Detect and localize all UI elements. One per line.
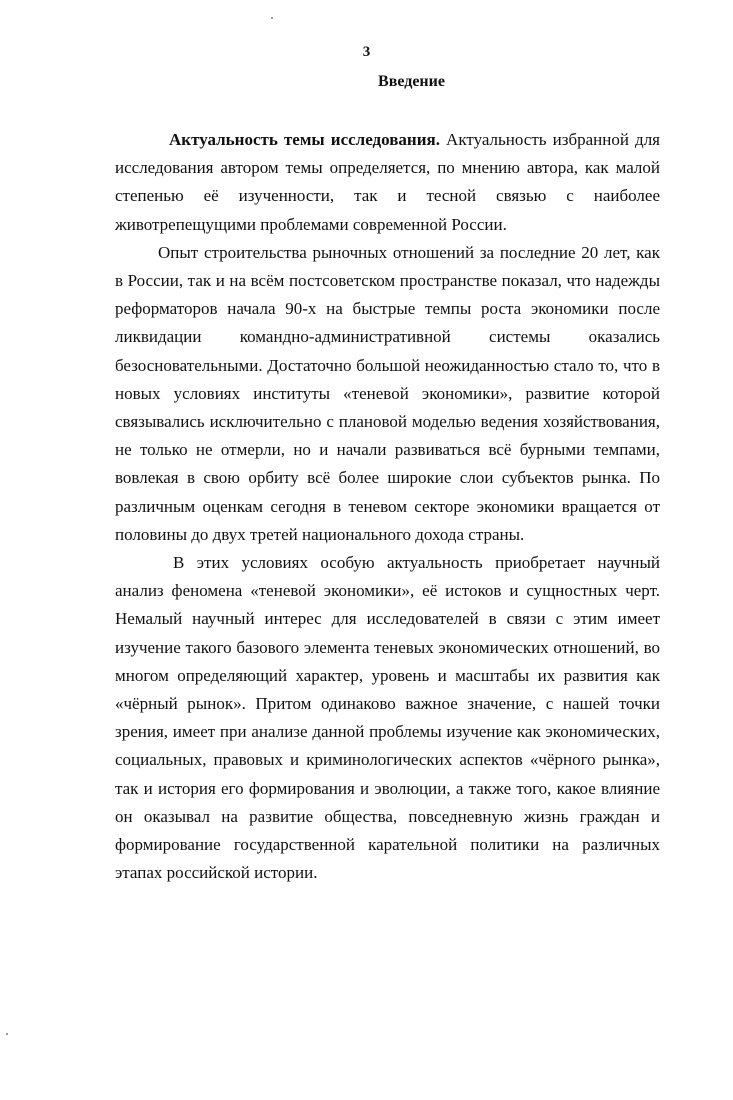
text-line: различным оценкам сегодня в теневом секторе экономики вращается от <box>115 496 660 516</box>
text-line: Немалый научный интерес для исследователей в связи с этим имеет <box>115 609 660 629</box>
page-number: 3 <box>362 44 371 60</box>
text-line: социальных, правовых и криминологических аспектов «чёрного рынка», <box>115 750 660 770</box>
text-line: связывались исключительно с плановой моделью ведения хозяйствования, <box>115 412 660 432</box>
text-line: зрения, имеет при анализе данной проблемы изучение как экономических, <box>115 722 660 742</box>
paragraph-3 <box>115 549 660 887</box>
lead-phrase: Актуальность темы исследования. <box>169 130 440 149</box>
scan-speck <box>6 1033 8 1035</box>
text-line: так и история его формирования и эволюции, а также того, какое влияние <box>115 778 660 798</box>
text-line: не только не отмерли, но и начали развиваться всё бурными темпами, <box>115 440 660 460</box>
text-line: В этих условиях особую актуальность приобретает научный <box>173 553 660 573</box>
body-text <box>115 126 660 887</box>
text-line: он оказывал на развитие общества, повседневную жизнь граждан и <box>115 806 660 826</box>
paragraph-2 <box>115 239 660 549</box>
text-line: безосновательными. Достаточно большой неожиданностью стало то, что в <box>115 355 660 375</box>
text-line: этапах российской истории. <box>115 863 318 883</box>
text-line: в России, так и на всём постсоветском пространстве показал, что надежды <box>115 271 660 291</box>
text-line: исследования автором темы определяется, по мнению автора, как малой <box>115 158 660 178</box>
text-line: «чёрный рынок». Притом одинаково важное значение, с нашей точки <box>115 694 660 714</box>
text-line: половины до двух третей национального дохода страны. <box>115 524 525 544</box>
text-line: ликвидации командно-административной системы оказались <box>115 327 660 347</box>
text-fragment: Актуальность избранной для <box>439 130 660 149</box>
text-line: вовлекая в свою орбиту всё более широкие слои субъектов рынка. По <box>115 468 660 488</box>
text-line <box>115 126 660 154</box>
text-line: анализ феномена «теневой экономики», её истоков и сущностных черт. <box>115 581 660 601</box>
text-line: изучение такого базового элемента теневых экономических отношений, во <box>115 637 660 657</box>
section-heading: Введение <box>378 73 445 90</box>
text-line: формирование государственной карательной политики на различных <box>115 835 660 855</box>
text-line: многом определяющий характер, уровень и масштабы их развития как <box>115 665 660 685</box>
text-line: животрепещущими проблемами современной России. <box>115 214 507 234</box>
text-line: реформаторов начала 90-х на быстрые темпы роста экономики после <box>115 299 660 319</box>
paragraph-1 <box>115 126 660 239</box>
scan-speck <box>271 17 273 19</box>
text-line: новых условиях институты «теневой экономики», развитие которой <box>115 383 660 403</box>
text-line: степенью её изученности, так и тесной связью с наиболее <box>115 186 660 206</box>
text-line: Опыт строительства рыночных отношений за последние 20 лет, как <box>158 242 660 262</box>
